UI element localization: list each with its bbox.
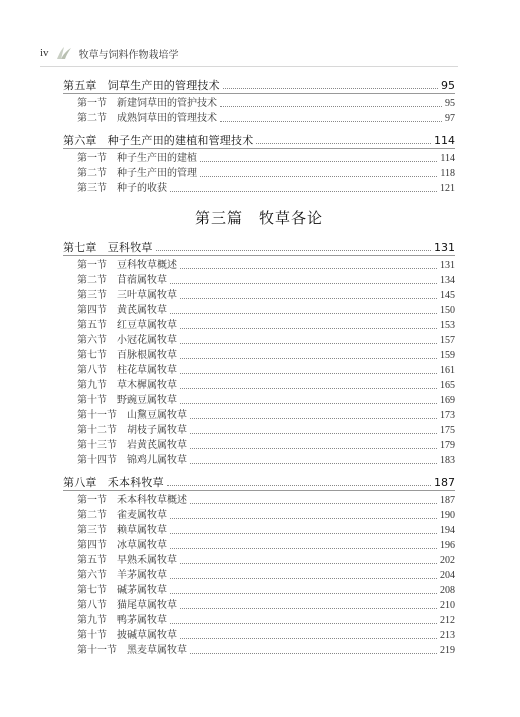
- toc-section[interactable]: [63, 568, 455, 583]
- section-page: 204: [440, 570, 455, 581]
- toc-section[interactable]: [63, 181, 455, 196]
- section-page: 118: [440, 168, 455, 179]
- section-page: 175: [440, 425, 455, 436]
- section-title: 第六节 小冠花属牧草: [77, 335, 177, 346]
- toc-section[interactable]: [63, 348, 455, 363]
- section-page: 145: [440, 290, 455, 301]
- chapter-rule: [63, 148, 455, 149]
- dot-leader: [190, 448, 437, 449]
- toc-section[interactable]: [63, 423, 455, 438]
- section-page: 95: [445, 98, 455, 109]
- section-page: 165: [440, 380, 455, 391]
- dot-leader: [200, 176, 437, 177]
- section-title: 第四节 冰草属牧草: [77, 540, 167, 551]
- section-page: 194: [440, 525, 455, 536]
- section-title: 第二节 雀麦属牧草: [77, 510, 167, 521]
- section-title: 第七节 百脉根属牧草: [77, 350, 177, 361]
- running-header: [40, 44, 460, 62]
- dot-leader: [170, 191, 437, 192]
- toc-chapter-5[interactable]: [63, 78, 455, 93]
- section-page: 173: [440, 410, 455, 421]
- chapter-rule: [63, 490, 455, 491]
- dot-leader: [180, 638, 437, 639]
- chapter-rule: [63, 255, 455, 256]
- toc-section[interactable]: [63, 508, 455, 523]
- dot-leader: [170, 578, 437, 579]
- section-page: 190: [440, 510, 455, 521]
- section-page: 97: [445, 113, 455, 124]
- dot-leader: [180, 358, 437, 359]
- chapter-page: 131: [434, 241, 455, 254]
- toc-section[interactable]: [63, 523, 455, 538]
- section-page: 210: [440, 600, 455, 611]
- toc-section[interactable]: [63, 598, 455, 613]
- section-page: 159: [440, 350, 455, 361]
- section-page: 153: [440, 320, 455, 331]
- section-page: 219: [440, 645, 455, 656]
- section-title: 第二节 种子生产田的管理: [77, 168, 197, 179]
- section-page: 202: [440, 555, 455, 566]
- toc-section[interactable]: [63, 438, 455, 453]
- section-page: 161: [440, 365, 455, 376]
- dot-leader: [200, 161, 437, 162]
- toc-chapter-6[interactable]: [63, 133, 455, 148]
- toc-section[interactable]: [63, 453, 455, 468]
- toc-section[interactable]: [63, 613, 455, 628]
- dot-leader: [180, 328, 437, 329]
- toc-section[interactable]: [63, 538, 455, 553]
- section-page: 121: [440, 183, 455, 194]
- grass-leaf-icon: [55, 46, 73, 60]
- toc-section[interactable]: [63, 583, 455, 598]
- toc-section[interactable]: [63, 273, 455, 288]
- dot-leader: [170, 313, 437, 314]
- chapter-title: 第五章 饲草生产田的管理技术: [63, 79, 220, 92]
- section-title: 第十二节 胡枝子属牧草: [77, 425, 187, 436]
- section-page: 114: [440, 153, 455, 164]
- dot-leader: [180, 298, 437, 299]
- dot-leader: [190, 503, 437, 504]
- header-rule: [40, 66, 458, 67]
- section-page: 131: [440, 260, 455, 271]
- toc-section[interactable]: [63, 393, 455, 408]
- part-title: 第三篇 牧草各论: [194, 209, 323, 227]
- section-title: 第三节 赖草属牧草: [77, 525, 167, 536]
- section-title: 第八节 猫尾草属牧草: [77, 600, 177, 611]
- dot-leader: [180, 563, 437, 564]
- section-title: 第九节 鸭茅属牧草: [77, 615, 167, 626]
- table-of-contents: [63, 78, 455, 658]
- section-title: 第八节 柱花草属牧草: [77, 365, 177, 376]
- section-title: 第二节 苜蓿属牧草: [77, 275, 167, 286]
- toc-section[interactable]: [63, 166, 455, 181]
- toc-chapter-8[interactable]: [63, 475, 455, 490]
- section-page: 179: [440, 440, 455, 451]
- section-title: 第十一节 山黧豆属牧草: [77, 410, 187, 421]
- section-title: 第一节 种子生产田的建植: [77, 153, 197, 164]
- section-title: 第六节 羊茅属牧草: [77, 570, 167, 581]
- section-title: 第十三节 岩黄芪属牧草: [77, 440, 187, 451]
- page-number: iv: [40, 47, 49, 59]
- book-title: 牧草与饲料作物栽培学: [78, 49, 179, 61]
- dot-leader: [156, 250, 431, 251]
- toc-section[interactable]: [63, 303, 455, 318]
- toc-section[interactable]: [63, 553, 455, 568]
- toc-section[interactable]: [63, 318, 455, 333]
- dot-leader: [170, 593, 437, 594]
- section-title: 第十节 野豌豆属牧草: [77, 395, 177, 406]
- toc-section[interactable]: [63, 151, 455, 166]
- dot-leader: [190, 653, 437, 654]
- section-page: 187: [440, 495, 455, 506]
- dot-leader: [256, 143, 431, 144]
- toc-section[interactable]: [63, 111, 455, 126]
- chapter-page: 187: [434, 476, 455, 489]
- dot-leader: [170, 283, 437, 284]
- chapter-title: 第七章 豆科牧草: [63, 241, 153, 254]
- toc-section[interactable]: [63, 408, 455, 423]
- toc-section[interactable]: [63, 378, 455, 393]
- toc-chapter-7[interactable]: [63, 240, 455, 255]
- toc-section[interactable]: [63, 643, 455, 658]
- toc-section[interactable]: [63, 333, 455, 348]
- section-title: 第一节 新建饲草田的管护技术: [77, 98, 217, 109]
- chapter-page: 95: [441, 79, 455, 92]
- section-title: 第十一节 黑麦草属牧草: [77, 645, 187, 656]
- section-page: 157: [440, 335, 455, 346]
- toc-section[interactable]: [63, 363, 455, 378]
- dot-leader: [180, 403, 437, 404]
- dot-leader: [223, 88, 438, 89]
- chapter-page: 114: [434, 134, 455, 147]
- dot-leader: [180, 373, 437, 374]
- dot-leader: [180, 268, 437, 269]
- dot-leader: [170, 533, 437, 534]
- section-title: 第三节 三叶草属牧草: [77, 290, 177, 301]
- chapter-8-sections: [63, 493, 455, 658]
- section-page: 150: [440, 305, 455, 316]
- section-page: 196: [440, 540, 455, 551]
- section-title: 第一节 豆科牧草概述: [77, 260, 177, 271]
- chapter-title: 第六章 种子生产田的建植和管理技术: [63, 134, 254, 147]
- dot-leader: [180, 388, 437, 389]
- section-page: 169: [440, 395, 455, 406]
- section-page: 134: [440, 275, 455, 286]
- toc-section[interactable]: [63, 493, 455, 508]
- section-page: 183: [440, 455, 455, 466]
- dot-leader: [190, 418, 437, 419]
- section-title: 第七节 碱茅属牧草: [77, 585, 167, 596]
- dot-leader: [190, 433, 437, 434]
- dot-leader: [170, 518, 437, 519]
- section-title: 第三节 种子的收获: [77, 183, 167, 194]
- dot-leader: [220, 106, 442, 107]
- dot-leader: [180, 608, 437, 609]
- section-page: 213: [440, 630, 455, 641]
- section-title: 第十节 披碱草属牧草: [77, 630, 177, 641]
- section-title: 第二节 成熟饲草田的管理技术: [77, 113, 217, 124]
- toc-section[interactable]: [63, 96, 455, 111]
- dot-leader: [220, 121, 442, 122]
- section-page: 208: [440, 585, 455, 596]
- section-title: 第一节 禾本科牧草概述: [77, 495, 187, 506]
- section-title: 第五节 红豆草属牧草: [77, 320, 177, 331]
- section-page: 212: [440, 615, 455, 626]
- toc-section[interactable]: [63, 628, 455, 643]
- dot-leader: [190, 463, 437, 464]
- chapter-7-sections: [63, 258, 455, 468]
- dot-leader: [170, 623, 437, 624]
- toc-section[interactable]: [63, 288, 455, 303]
- dot-leader: [170, 548, 437, 549]
- section-title: 第十四节 锦鸡儿属牧草: [77, 455, 187, 466]
- chapter-rule: [63, 93, 455, 94]
- dot-leader: [167, 485, 431, 486]
- chapter-title: 第八章 禾本科牧草: [63, 476, 164, 489]
- toc-section[interactable]: [63, 258, 455, 273]
- section-title: 第九节 草木樨属牧草: [77, 380, 177, 391]
- section-title: 第四节 黄芪属牧草: [77, 305, 167, 316]
- dot-leader: [180, 343, 437, 344]
- section-title: 第五节 早熟禾属牧草: [77, 555, 177, 566]
